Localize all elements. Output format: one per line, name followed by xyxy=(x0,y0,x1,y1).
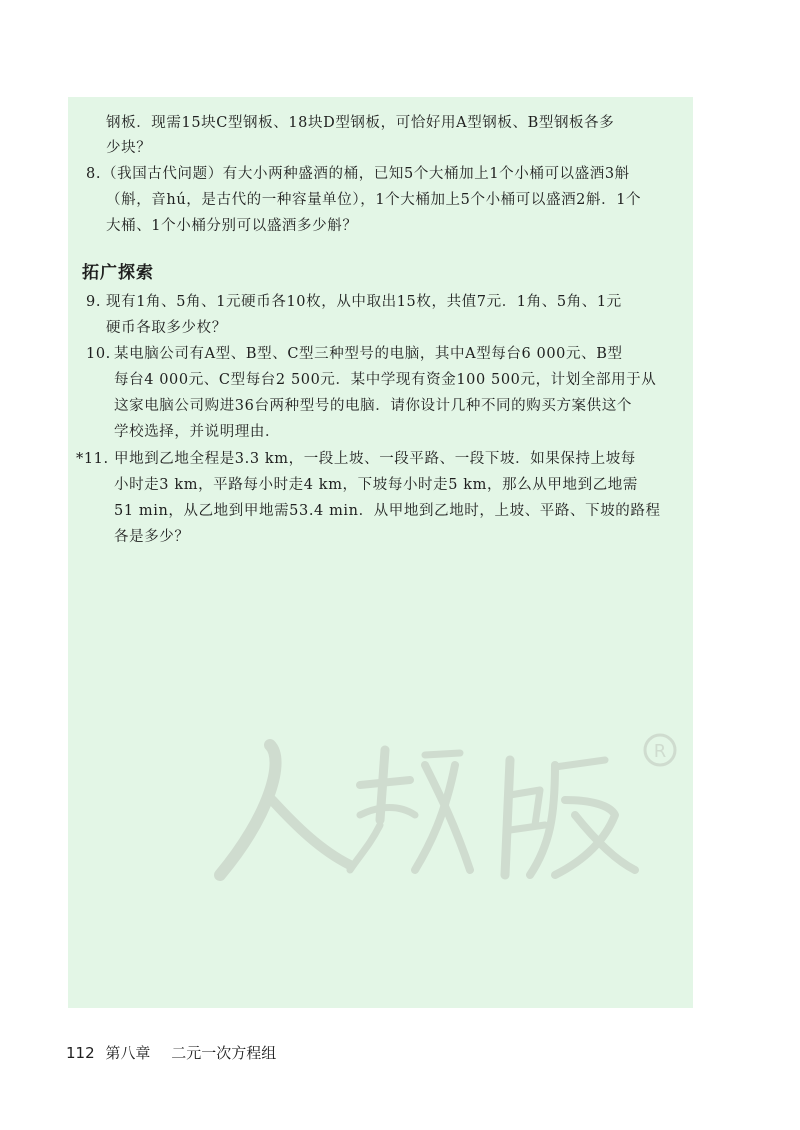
problem9-line1: 现有1角、5角、1元硬币各10枚，从中取出15枚，共值7元．1角、5角、1元 xyxy=(106,294,622,310)
problem9-number: 9. xyxy=(86,294,102,310)
problem7-line1: 钢板．现需15块C型钢板、18块D型钢板，可恰好用A型钢板、B型钢板各多 xyxy=(106,115,615,131)
problem11-number: *11. xyxy=(76,451,109,467)
problem11-line3: 51 min，从乙地到甲地需53.4 min．从甲地到乙地时，上坡、平路、下坡的路程 xyxy=(114,503,661,519)
page-number: 112 xyxy=(66,1044,95,1062)
problem8-line2: （斛，音hú，是古代的一种容量单位），1个大桶加上5个小桶可以盛酒2斛．1个 xyxy=(106,192,642,208)
problem9-line2: 硬币各取多少枚？ xyxy=(106,320,227,336)
problem8-number: 8. xyxy=(86,166,102,182)
problem8-line3: 大桶、1个小桶分别可以盛酒多少斛？ xyxy=(106,218,358,234)
problem10-line4: 学校选择，并说明理由． xyxy=(114,424,281,440)
problem11-line2: 小时走3 km，平路每小时走4 km，下坡每小时走5 km，那么从甲地到乙地需 xyxy=(114,477,639,493)
section-heading: 拓广探索 xyxy=(82,263,154,283)
problem10-line3: 这家电脑公司购进36台两种型号的电脑．请你设计几种不同的购买方案供这个 xyxy=(114,398,632,414)
problem7-line2: 少块？ xyxy=(106,140,152,156)
problem10-line2: 每台4 000元、C型每台2 500元．某中学现有资金100 500元，计划全部用于从 xyxy=(114,372,657,388)
problem10-line1: 某电脑公司有A型、B型、C型三种型号的电脑，其中A型每台6 000元、B型 xyxy=(114,346,623,362)
publisher-watermark-logo xyxy=(210,705,690,905)
chapter-title: 二元一次方程组 xyxy=(171,1044,277,1062)
page-footer xyxy=(66,1042,276,1063)
problem10-number: 10. xyxy=(86,346,111,362)
problem11-line4: 各是多少？ xyxy=(114,529,190,545)
svg-text:R: R xyxy=(653,741,667,762)
problem11-line1: 甲地到乙地全程是3.3 km，一段上坡、一段平路、一段下坡．如果保持上坡每 xyxy=(114,451,636,467)
problem8-line1: （我国古代问题）有大小两种盛酒的桶，已知5个大桶加上1个小桶可以盛酒3斛 xyxy=(102,166,630,182)
chapter-label: 第八章 xyxy=(105,1044,151,1062)
